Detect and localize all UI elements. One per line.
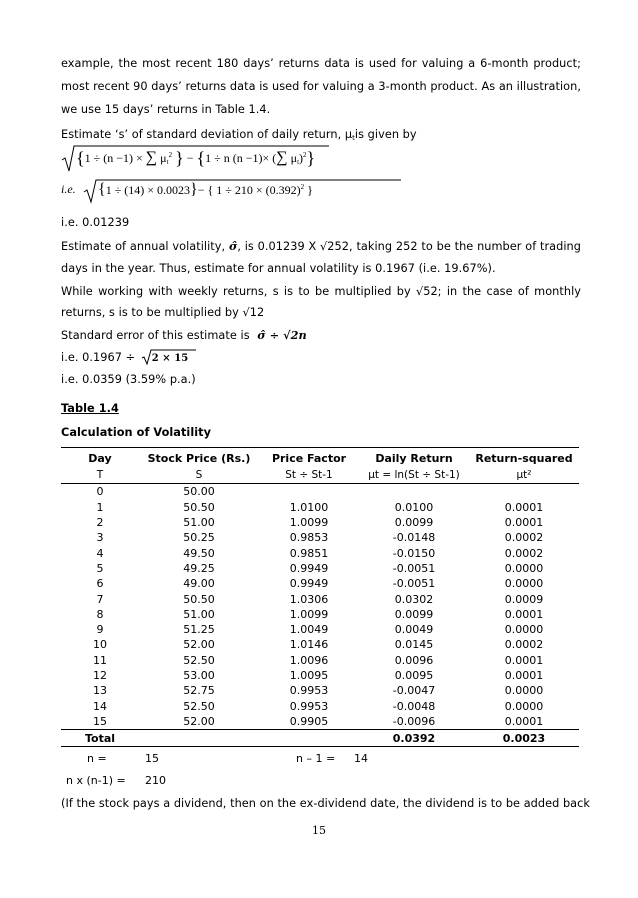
ie-label: i.e. [61,182,76,196]
table-cell: 50.50 [183,500,215,514]
table-cell: 0.0099 [394,607,434,621]
table-cell: -0.0051 [392,561,436,575]
volatility-table [61,447,579,747]
table-row [61,545,579,560]
total-empty [139,730,259,747]
formula-mu-1: μ [160,151,167,165]
table-cell: 0.0000 [504,561,544,575]
n-minus-1-value: 14 [354,752,368,765]
table-cell: 0.9949 [289,577,329,591]
annual-text-b: , is 0.01239 X √252, taking 252 to be the number of trading [237,240,581,253]
header-day: Day [61,448,139,469]
header-price-factor: Price Factor [259,448,359,469]
table-cell: 0.0002 [504,531,544,545]
table-row [61,607,579,622]
n-minus-1-label: n – 1 = [296,752,336,765]
table-cell: 50.25 [183,531,215,545]
intro-line-2: most recent 90 days’ returns data is used for valuing a 3-month product. As an illustration, [61,80,581,93]
table-cell: 1.0100 [289,500,329,514]
table-cell: 0.0000 [504,699,544,713]
std-error-formula: σ̂ ÷ √2n [257,328,307,342]
general-formula-body: {1 ÷ (n −1) × ∑ $\mu_t^2$ } − {1 ÷ n (n −1)× (∑ $\mu_t)^2$} [76,148,316,168]
intro-line-1: example, the most recent 180 days’ returns data is used for valuing a 6-month product; [61,57,581,70]
table-cell: 1.0049 [289,623,329,637]
table-cell: 51.00 [183,516,215,530]
table-cell: 6 [96,577,104,591]
n-product-value: 210 [145,774,166,787]
weekly-line-2: returns, s is to be multiplied by √12 [61,306,265,319]
table-cell: 0.0001 [504,500,544,514]
total-return-squared: 0.0023 [469,730,579,747]
table-cell: 0.9949 [289,561,329,575]
table-cell: 13 [93,684,107,698]
table-cell: 0.0145 [394,638,434,652]
table-cell: 0.0096 [394,653,434,667]
table-cell: 1.0146 [289,638,329,652]
table-cell: 0.0001 [504,653,544,667]
total-label: Total [61,730,139,747]
table-cell: 0 [96,485,104,499]
table-cell: -0.0051 [392,577,436,591]
table-cell: 1.0099 [289,516,329,530]
table-cell: 0.0001 [504,516,544,530]
table-row [61,637,579,652]
table-cell: 52.00 [183,714,215,728]
table-cell [259,484,359,500]
table-cell: 14 [93,699,107,713]
table-cell: 0.9851 [289,546,329,560]
table-cell: 0.0002 [504,638,544,652]
table-cell: 7 [96,592,104,606]
table-cell: 3 [96,531,104,545]
symbol-daily-return: μt = ln(St ÷ St-1) [359,468,469,484]
table-row [61,668,579,683]
table-cell: -0.0048 [392,699,436,713]
table-cell: 1.0306 [289,592,329,606]
table-row [61,500,579,515]
symbol-price: S [139,468,259,484]
std-error-text: Standard error of this estimate is [61,329,250,342]
table-cell: 0.9905 [289,714,329,728]
table-cell: 53.00 [183,669,215,682]
table-cell: 49.25 [183,561,215,575]
table-cell: 2 [96,516,104,530]
table-row [61,683,579,698]
table-cell: 0.0302 [394,592,434,606]
table-cell: 11 [93,653,107,667]
table-cell: 15 [93,714,107,728]
formula-term-1: 1 ÷ (n −1) × [84,151,143,165]
table-cell: 8 [96,607,104,621]
table-row [61,698,579,713]
table-total-row [61,730,579,747]
table-header-row [61,448,579,469]
sqrt-expression [141,351,189,366]
table-cell: 0.0000 [504,684,544,698]
table-row [61,714,579,730]
table-cell: 51.25 [183,623,215,637]
table-cell: 1.0095 [289,669,329,682]
formula-mu-2: μ [290,151,298,165]
table-label: Table 1.4 [61,402,119,415]
mu-subscript: t [352,134,355,142]
page-number: 15 [312,824,326,837]
formula-exp-1: 2 [168,151,173,159]
total-daily-return: 0.0392 [359,730,469,747]
table-row [61,530,579,545]
estimate-s-tail: is given by [354,128,417,141]
table-cell: -0.0096 [392,714,436,728]
std-error-line [61,328,581,343]
table-cell: 0.9953 [289,684,329,698]
table-cell: 0.0099 [394,516,434,530]
std-error-ie-text: i.e. 0.1967 ÷ [61,351,136,364]
std-error-result: i.e. 0.0359 (3.59% p.a.) [61,373,196,386]
header-stock-price: Stock Price (Rs.) [139,448,259,469]
table-symbol-row [61,468,579,484]
table-row [61,653,579,668]
n-value: 15 [145,752,159,765]
symbol-day: T [61,468,139,484]
table-cell: 12 [93,669,107,682]
table-cell: 0.9953 [289,699,329,713]
table-cell: 0.0100 [394,500,434,514]
sigma-hat-symbol: σ̂ [228,239,238,253]
sqrt-radical-icon [141,349,197,365]
table-cell: 51.00 [183,607,215,621]
table-cell: 5 [96,561,104,575]
table-cell: 0.0001 [504,607,544,621]
table-cell: 49.00 [183,577,215,591]
numeric-exp: 2 [300,183,305,191]
table-cell: 0.0000 [504,623,544,637]
estimate-s-text: Estimate ‘s’ of standard deviation of daily return, μ [61,128,353,141]
table-cell: 50.50 [183,592,215,606]
table-cell: 1.0096 [289,653,329,667]
table-cell [469,484,579,500]
header-daily-return: Daily Return [359,448,469,469]
table-cell: 52.75 [183,684,215,698]
table-cell: 49.50 [183,546,215,560]
table-cell: 0.0001 [504,714,544,728]
table-row [61,576,579,591]
sqrt-content: 2 × 15 [151,353,189,364]
annual-volatility-line-2: days in the year. Thus, estimate for annual volatility is 0.1967 (i.e. 19.67%). [61,262,496,275]
estimate-s-line [61,128,581,145]
table-row [61,484,579,500]
table-cell: 52.00 [183,638,215,652]
table-body [61,484,579,730]
table-cell: 0.0009 [504,592,544,606]
table-row [61,561,579,576]
annual-volatility-line-1 [61,239,581,254]
table-cell: 0.0001 [504,669,544,682]
numeric-formula-body: {1 ÷ (14) × 0.0023}− { $1 \div 210 \times (0.392)^2$ } [98,181,313,198]
table-cell: 0.0049 [394,623,434,637]
total-empty [259,730,359,747]
dividend-note: (If the stock pays a dividend, then on the ex-dividend date, the dividend is to be added back [61,797,591,810]
table-cell: 9 [96,623,104,637]
annual-text-a: Estimate of annual volatility, [61,240,226,253]
table-caption: Calculation of Volatility [61,426,212,439]
formula-exp-2: 2 [303,151,307,159]
table-cell: -0.0047 [392,684,436,698]
table-cell: 50.00 [183,485,215,499]
intro-line-3: we use 15 days’ returns in Table 1.4. [61,103,271,116]
numeric-term-2: 1 ÷ 210 × (0.392) [216,183,301,197]
weekly-line-1: While working with weekly returns, s is to be multiplied by √52; in the case of monthly [61,285,581,298]
table-cell: -0.0148 [392,531,436,545]
table-cell: 1.0099 [289,607,329,621]
formula-close-paren: ) [299,151,304,165]
table-cell [359,484,469,500]
table-cell: -0.0150 [392,546,436,560]
header-return-squared: Return-squared [469,448,579,469]
table-row [61,622,579,637]
table-cell: 52.50 [183,699,215,713]
table-row [61,515,579,530]
ie-result: i.e. 0.01239 [61,216,130,229]
formula-term-2: 1 ÷ n (n −1)× ( [205,151,277,165]
table-cell: 10 [93,638,107,652]
n-label: n = [87,752,107,765]
symbol-price-factor: St ÷ St-1 [259,468,359,484]
numeric-term-1: 1 ÷ (14) × 0.0023 [105,183,191,197]
table-cell: 0.0000 [504,577,544,591]
table-row [61,591,579,606]
std-error-ie-line [61,351,581,366]
table-cell: 0.9853 [289,531,329,545]
table-cell: 0.0095 [394,669,434,682]
table-cell: 4 [96,546,104,560]
symbol-return-squared: μt² [469,468,579,484]
n-product-label: n x (n-1) = [66,774,126,787]
table-cell: 52.50 [183,653,215,667]
table-cell: 0.0002 [504,546,544,560]
table-cell: 1 [96,500,104,514]
